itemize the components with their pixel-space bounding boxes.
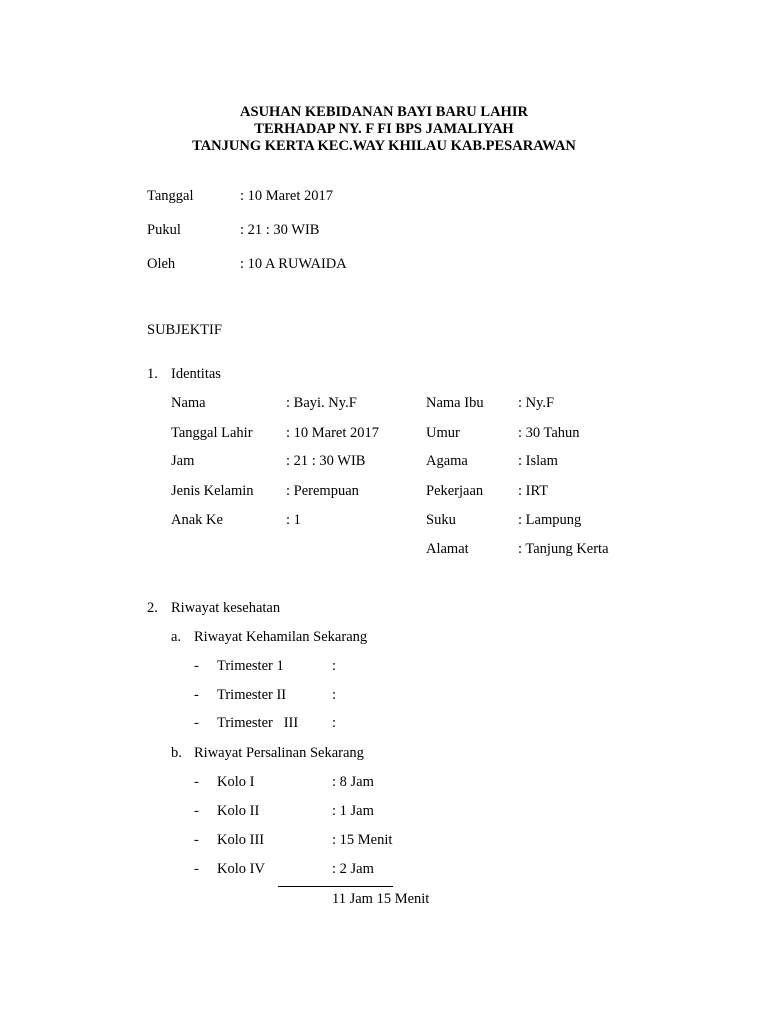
meta-value-oleh: : 10 A RUWAIDA [240, 256, 347, 272]
list-dash: - [194, 687, 199, 703]
list-dash: - [194, 715, 199, 731]
riwayat-number: 2. [147, 600, 158, 616]
kolo-3-label: Kolo III [217, 832, 265, 848]
identitas-value-jam: : 21 : 30 WIB [286, 453, 366, 469]
identitas-label-nama-ibu: Nama Ibu [426, 395, 484, 411]
identitas-label-pekerjaan: Pekerjaan [426, 483, 484, 499]
identitas-label-nama: Nama [171, 395, 206, 411]
trimester-2-value: : [332, 687, 337, 703]
identitas-value-nama-ibu: : Ny.F [518, 395, 555, 411]
riwayat-b-heading: Riwayat Persalinan Sekarang [194, 745, 364, 761]
meta-value-pukul: : 21 : 30 WIB [240, 222, 320, 238]
trimester-1-value: : [332, 658, 337, 674]
meta-label-tanggal: Tanggal [147, 188, 194, 204]
riwayat-a-letter: a. [171, 629, 182, 645]
list-dash: - [194, 861, 199, 877]
kolo-2-value: : 1 Jam [332, 803, 374, 819]
riwayat-heading: Riwayat kesehatan [171, 600, 281, 616]
riwayat-b-letter: b. [171, 745, 182, 761]
identitas-heading: Identitas [171, 366, 221, 382]
identitas-label-agama: Agama [426, 453, 468, 469]
document-title-line-3: TANJUNG KERTA KEC.WAY KHILAU KAB.PESARAWAN [192, 138, 576, 154]
list-dash: - [194, 832, 199, 848]
identitas-label-umur: Umur [426, 425, 460, 441]
trimester-3-value: : [332, 715, 337, 731]
kolo-1-label: Kolo I [217, 774, 255, 790]
identitas-value-umur: : 30 Tahun [518, 425, 580, 441]
list-dash: - [194, 774, 199, 790]
total-underline [278, 886, 393, 887]
list-dash: - [194, 803, 199, 819]
identitas-label-alamat: Alamat [426, 541, 469, 557]
identitas-value-pekerjaan: : IRT [518, 483, 549, 499]
trimester-1-label: Trimester 1 [217, 658, 284, 674]
identitas-value-nama: : Bayi. Ny.F [286, 395, 357, 411]
kolo-1-value: : 8 Jam [332, 774, 374, 790]
identitas-value-jenis-kelamin: : Perempuan [286, 483, 359, 499]
meta-label-oleh: Oleh [147, 256, 176, 272]
identitas-label-anak-ke: Anak Ke [171, 512, 223, 528]
identitas-value-alamat: : Tanjung Kerta [518, 541, 609, 557]
identitas-value-suku: : Lampung [518, 512, 582, 528]
kolo-2-label: Kolo II [217, 803, 260, 819]
identitas-label-tanggal-lahir: Tanggal Lahir [171, 425, 253, 441]
kolo-4-label: Kolo IV [217, 861, 265, 877]
identitas-label-suku: Suku [426, 512, 456, 528]
document-title-line-1: ASUHAN KEBIDANAN BAYI BARU LAHIR [240, 104, 528, 120]
meta-value-tanggal: : 10 Maret 2017 [240, 188, 334, 204]
riwayat-a-heading: Riwayat Kehamilan Sekarang [194, 629, 368, 645]
identitas-value-agama: : Islam [518, 453, 558, 469]
kolo-3-value: : 15 Menit [332, 832, 393, 848]
identitas-value-anak-ke: : 1 [286, 512, 301, 528]
identitas-label-jam: Jam [171, 453, 195, 469]
identitas-number: 1. [147, 366, 158, 382]
kolo-total: 11 Jam 15 Menit [332, 891, 430, 907]
list-dash: - [194, 658, 199, 674]
section-title: SUBJEKTIF [147, 322, 222, 338]
identitas-label-jenis-kelamin: Jenis Kelamin [171, 483, 254, 499]
meta-label-pukul: Pukul [147, 222, 181, 238]
trimester-3-label: Trimester III [217, 715, 299, 731]
kolo-4-value: : 2 Jam [332, 861, 374, 877]
identitas-value-tanggal-lahir: : 10 Maret 2017 [286, 425, 380, 441]
trimester-2-label: Trimester II [217, 687, 287, 703]
document-title-line-2: TERHADAP NY. F FI BPS JAMALIYAH [254, 121, 514, 137]
